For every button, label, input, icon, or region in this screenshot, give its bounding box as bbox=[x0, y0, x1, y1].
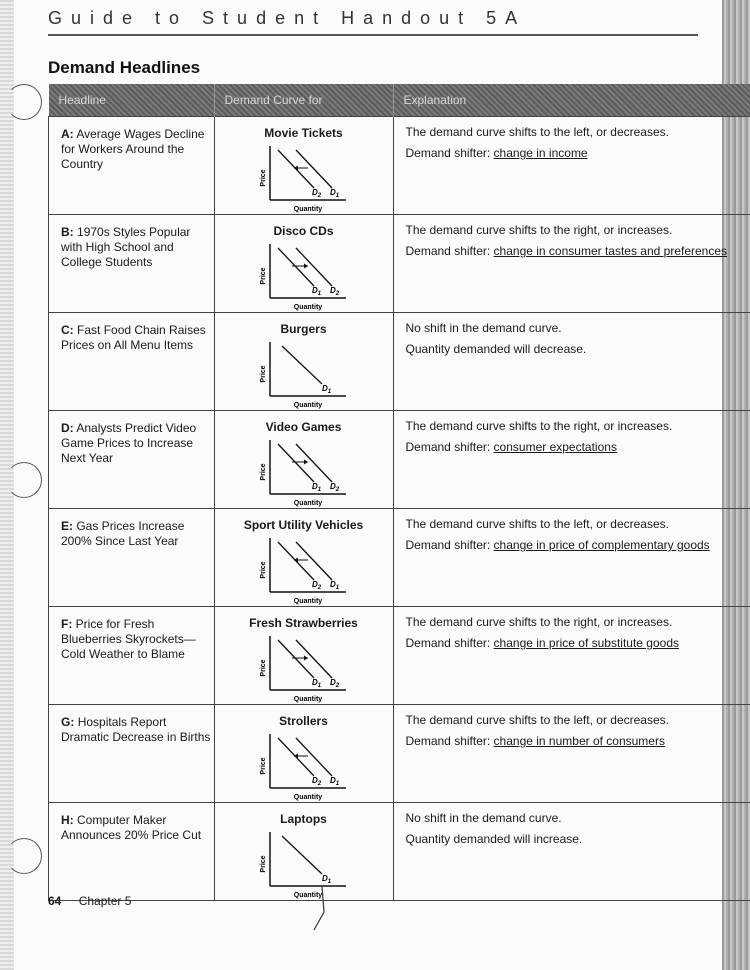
explanation-line: The demand curve shifts to the right, or increases. bbox=[405, 419, 673, 433]
headline-cell bbox=[49, 411, 215, 509]
headline-cell bbox=[49, 215, 215, 313]
headline-letter: A: bbox=[61, 127, 74, 141]
quantity-demanded-line: Quantity demanded will increase. bbox=[405, 832, 583, 846]
svg-text:D1: $D_1$ bbox=[321, 384, 331, 395]
shifter-prefix: Demand shifter: bbox=[405, 146, 494, 160]
headline-letter: D: bbox=[61, 421, 74, 435]
shifter-prefix: Demand shifter: bbox=[405, 244, 494, 258]
demand-shifter-line bbox=[406, 636, 750, 651]
table-row bbox=[49, 215, 750, 313]
table-row bbox=[49, 705, 750, 803]
explanation-cell bbox=[393, 607, 750, 705]
svg-text:Quantity: Quantity bbox=[293, 402, 322, 409]
headline-cell bbox=[49, 313, 215, 411]
shifter-prefix: Demand shifter: bbox=[405, 734, 494, 748]
explanation-cell bbox=[393, 705, 750, 803]
table-row bbox=[49, 411, 750, 509]
headline-letter: F: bbox=[61, 617, 73, 631]
shifter-prefix: Demand shifter: bbox=[405, 440, 494, 454]
explanation-line: No shift in the demand curve. bbox=[405, 321, 562, 335]
page-number: 64 bbox=[48, 894, 62, 908]
headline-text: Analysts Predict Video Game Prices to Increase Next Year bbox=[61, 421, 197, 465]
shifter-answer: consumer expectations bbox=[493, 440, 617, 454]
shifter-prefix: Demand shifter: bbox=[405, 538, 494, 552]
table-row bbox=[49, 803, 750, 901]
explanation-line: The demand curve shifts to the left, or decreases. bbox=[405, 517, 669, 531]
svg-text:D1: $D_1$ bbox=[329, 188, 339, 199]
svg-text:Quantity: Quantity bbox=[293, 892, 322, 899]
explanation-line: The demand curve shifts to the right, or increases. bbox=[405, 615, 673, 629]
headline-cell bbox=[49, 803, 215, 901]
headline-text: Hospitals Report Dramatic Decrease in Births bbox=[61, 715, 211, 744]
svg-text:Price: Price bbox=[259, 267, 267, 285]
demand-curve-cell bbox=[214, 803, 393, 901]
shifter-answer: change in number of consumers bbox=[493, 734, 665, 748]
explanation-cell bbox=[393, 117, 750, 215]
explanation-cell bbox=[393, 411, 750, 509]
svg-text:Quantity: Quantity bbox=[293, 304, 322, 311]
binder-hole bbox=[6, 462, 42, 498]
binder-hole bbox=[6, 838, 42, 874]
table-row bbox=[49, 313, 750, 411]
demand-curve-graph bbox=[256, 142, 352, 214]
demand-curve-cell bbox=[214, 705, 393, 803]
svg-text:Price: Price bbox=[259, 757, 267, 775]
title-rule bbox=[48, 34, 698, 36]
svg-text:D2: $D_2$ bbox=[329, 482, 339, 493]
svg-text:Price: Price bbox=[259, 463, 267, 481]
demand-shifter-line bbox=[406, 440, 750, 455]
explanation-cell bbox=[393, 313, 750, 411]
shifter-answer: change in consumer tastes and preferences bbox=[493, 244, 728, 258]
svg-text:D1: $D_1$ bbox=[311, 678, 321, 689]
shifter-answer: change in income bbox=[493, 146, 588, 160]
svg-text:Quantity: Quantity bbox=[293, 696, 322, 703]
demand-shifter-line bbox=[406, 244, 750, 259]
table-row bbox=[49, 607, 750, 705]
demand-headlines-table bbox=[48, 84, 750, 901]
guide-title: Guide to Student Handout 5A bbox=[48, 8, 527, 28]
shifter-prefix: Demand shifter: bbox=[405, 636, 494, 650]
page-footer bbox=[48, 894, 131, 908]
explanation-line: The demand curve shifts to the left, or decreases. bbox=[405, 125, 669, 139]
demand-shifter-line bbox=[406, 734, 750, 749]
explanation-cell bbox=[393, 215, 750, 313]
binder-hole bbox=[6, 84, 42, 120]
demand-curve-cell bbox=[214, 215, 393, 313]
svg-text:Price: Price bbox=[259, 855, 267, 873]
table-row bbox=[49, 117, 750, 215]
svg-text:D1: $D_1$ bbox=[311, 482, 321, 493]
demand-curve-graph bbox=[256, 632, 352, 704]
svg-text:D1: $D_1$ bbox=[311, 286, 321, 297]
demand-curve-cell bbox=[214, 313, 393, 411]
product-name: Strollers bbox=[279, 714, 328, 728]
product-name: Sport Utility Vehicles bbox=[243, 518, 364, 532]
svg-text:D1: $D_1$ bbox=[321, 874, 331, 885]
demand-shifter-line bbox=[406, 538, 750, 553]
svg-text:Price: Price bbox=[259, 561, 267, 579]
headline-text: Price for Fresh Blueberries Skyrockets—Cold Weather to Blame bbox=[61, 617, 196, 661]
headline-letter: H: bbox=[61, 813, 74, 827]
headline-text: Average Wages Decline for Workers Around the Country bbox=[61, 127, 205, 171]
svg-text:D1: $D_1$ bbox=[329, 580, 339, 591]
product-name: Disco CDs bbox=[273, 224, 334, 238]
svg-text:D2: $D_2$ bbox=[311, 580, 321, 591]
demand-curve-graph bbox=[256, 436, 352, 508]
demand-curve-cell bbox=[214, 509, 393, 607]
svg-text:Price: Price bbox=[259, 659, 267, 677]
explanation-cell bbox=[393, 803, 750, 901]
headline-text: Fast Food Chain Raises Prices on All Menu Items bbox=[61, 323, 206, 352]
headline-text: Gas Prices Increase 200% Since Last Year bbox=[61, 519, 185, 548]
demand-curve-graph bbox=[256, 338, 352, 410]
headline-cell bbox=[49, 509, 215, 607]
shifter-answer: change in price of substitute goods bbox=[493, 636, 680, 650]
svg-text:D2: $D_2$ bbox=[311, 188, 321, 199]
product-name: Movie Tickets bbox=[264, 126, 343, 140]
chapter-label: Chapter 5 bbox=[78, 894, 132, 908]
explanation-line: No shift in the demand curve. bbox=[405, 811, 562, 825]
svg-text:D1: $D_1$ bbox=[329, 776, 339, 787]
explanation-line: The demand curve shifts to the right, or increases. bbox=[405, 223, 673, 237]
headline-letter: E: bbox=[61, 519, 73, 533]
table-header-row bbox=[49, 84, 750, 117]
svg-text:Quantity: Quantity bbox=[293, 598, 322, 605]
demand-curve-cell bbox=[214, 607, 393, 705]
svg-text:D2: $D_2$ bbox=[329, 678, 339, 689]
demand-curve-cell bbox=[214, 117, 393, 215]
svg-text:Quantity: Quantity bbox=[293, 794, 322, 801]
svg-text:D2: $D_2$ bbox=[311, 776, 321, 787]
svg-text:Quantity: Quantity bbox=[293, 206, 322, 213]
header-headline: Headline bbox=[49, 84, 215, 117]
headline-letter: G: bbox=[61, 715, 75, 729]
headline-cell bbox=[49, 607, 215, 705]
headline-text: Computer Maker Announces 20% Price Cut bbox=[61, 813, 202, 842]
svg-text:D2: $D_2$ bbox=[329, 286, 339, 297]
pen-mark bbox=[308, 884, 338, 934]
header-demand-curve: Demand Curve for bbox=[214, 84, 393, 117]
product-name: Burgers bbox=[280, 322, 327, 336]
demand-curve-graph bbox=[256, 730, 352, 802]
headline-letter: C: bbox=[61, 323, 74, 337]
headline-cell bbox=[49, 705, 215, 803]
svg-text:Quantity: Quantity bbox=[293, 500, 322, 507]
headline-cell bbox=[49, 117, 215, 215]
shifter-answer: change in price of complementary goods bbox=[493, 538, 710, 552]
header-explanation: Explanation bbox=[393, 84, 750, 117]
quantity-demanded-line: Quantity demanded will decrease. bbox=[405, 342, 587, 356]
product-name: Laptops bbox=[280, 812, 327, 826]
table-row bbox=[49, 509, 750, 607]
demand-curve-graph bbox=[256, 240, 352, 312]
headline-text: 1970s Styles Popular with High School and College Students bbox=[61, 225, 191, 269]
demand-shifter-line bbox=[406, 146, 750, 161]
demand-curve-graph bbox=[256, 534, 352, 606]
headline-letter: B: bbox=[61, 225, 74, 239]
explanation-line: The demand curve shifts to the left, or decreases. bbox=[405, 713, 669, 727]
explanation-cell bbox=[393, 509, 750, 607]
demand-curve-cell bbox=[214, 411, 393, 509]
svg-text:Price: Price bbox=[259, 365, 267, 383]
svg-text:Price: Price bbox=[259, 169, 267, 187]
section-title: Demand Headlines bbox=[48, 58, 201, 77]
product-name: Fresh Strawberries bbox=[249, 616, 358, 630]
product-name: Video Games bbox=[265, 420, 342, 434]
